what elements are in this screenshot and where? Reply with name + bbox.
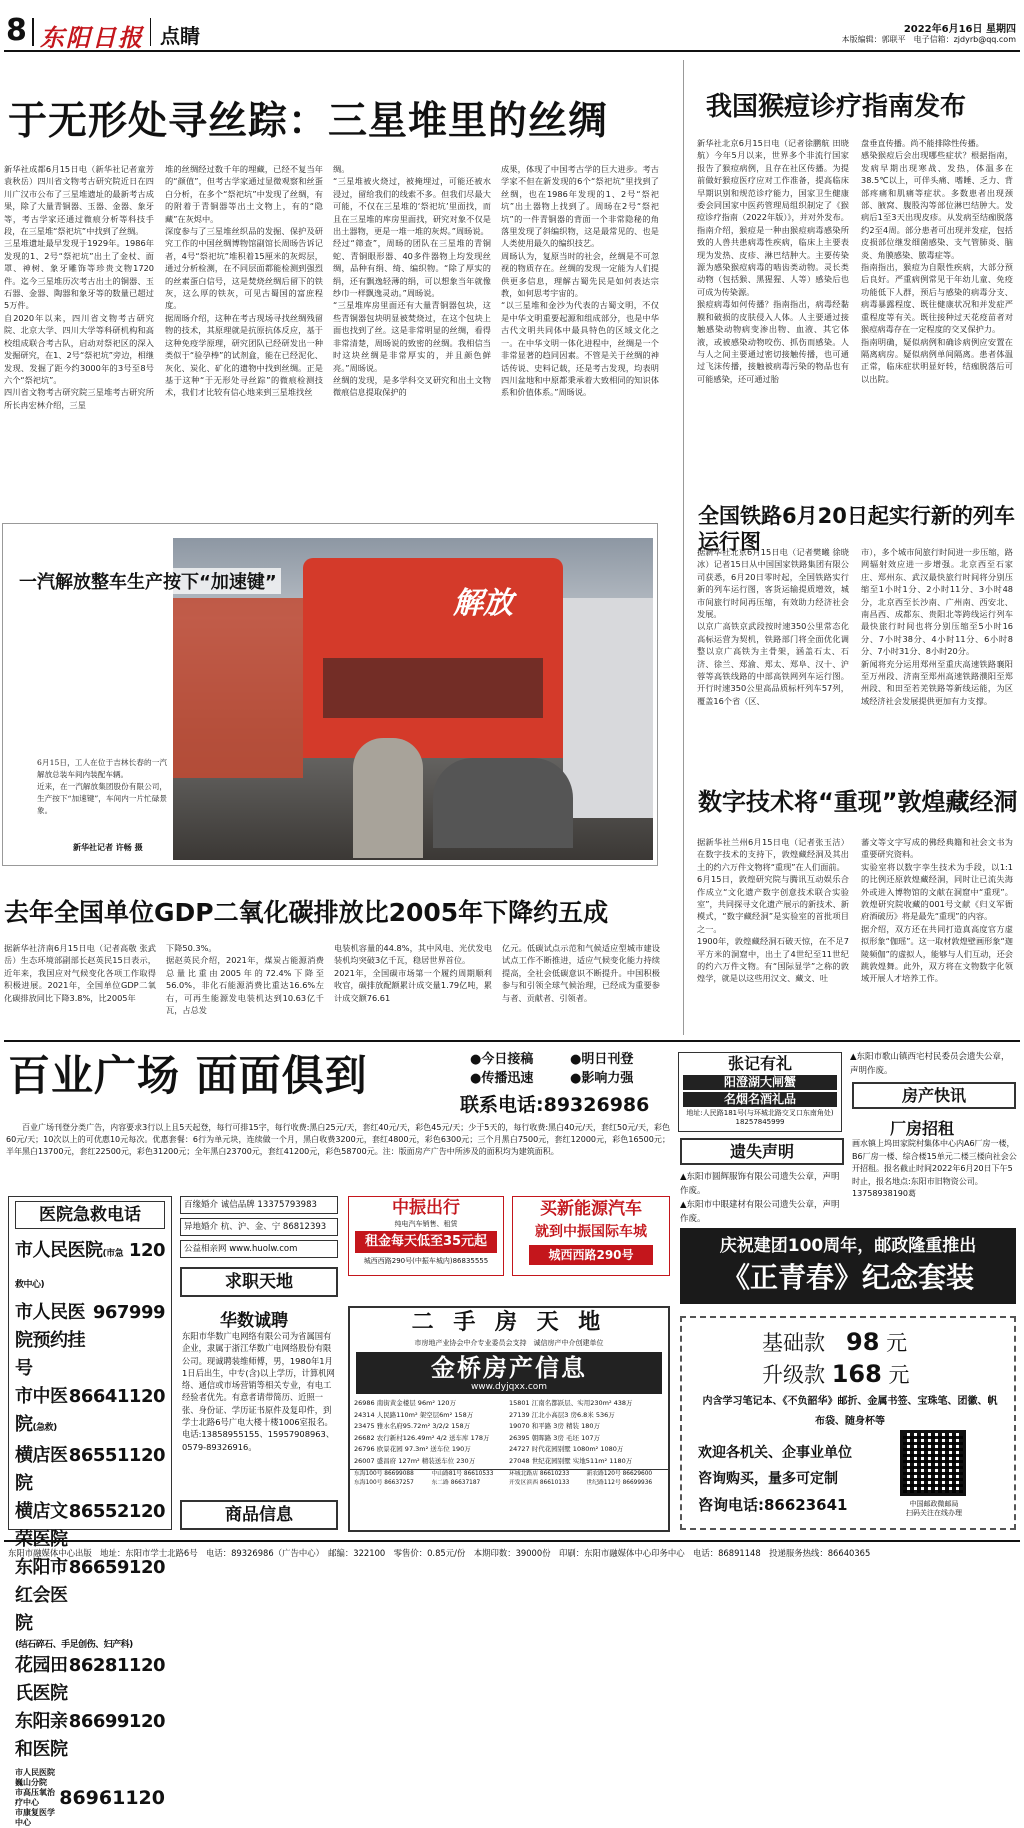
- hospital-row: 东阳亲和医院 86699120: [15, 1711, 165, 1760]
- post-desc: 内含学习笔记本、《不负韶华》邮折、金属书签、宝珠笔、团徽、帆布袋、随身杯等: [702, 1396, 998, 1427]
- office-item: 东海100号 86637257: [354, 1480, 414, 1486]
- article-railway-col2: 市），多个城市间旅行时间进一步压缩，路网辐射效应进一步增强。北京西至石家庄、郑州东、武汉最快旅行时间将分别压缩至1小时1分、2小时11分、3小时48分，北京西至长沙南、广州南、西安北、南昌西、成都东、贵阳北等跨线运行列车最快旅行时间也将分别压缩至5小时16分、7小时38分、4小时11分、6小时8分、7小时31分、8小时20分。 新闻将充分运用郑州至重庆高速铁路襄阳至万州段、济南至郑州高速铁路濮阳至郑州段、和田至若羌铁路等新线运能，为区域经济社会发展提供更加有力支撑。: [861, 547, 1013, 706]
- listing-right: [509, 1398, 664, 1467]
- headline-railway: 全国铁路6月20日起实行新的列车运行图: [698, 504, 1015, 554]
- hospital-row: 市人民医院预约挂号 967999: [15, 1302, 165, 1379]
- yishi-label: 遗失声明: [729, 1142, 794, 1161]
- baiye-bullets: [470, 1050, 670, 1088]
- listing-item: 26395 朝晖路 3房 毛坯 107万: [509, 1433, 600, 1442]
- zhongzhen-addr: 城西西路290号(中振车城内)86835555: [363, 1257, 489, 1265]
- zhang-sub1: 阳澄湖大闸蟹: [683, 1075, 837, 1090]
- photo-credit: 新华社记者 许畅 摄: [73, 843, 143, 852]
- listing-item: 26682 农行新村126.49m² 4/2 送车库 178万: [354, 1433, 490, 1442]
- article-silk-col2: 堆的丝绸经过数千年的埋藏，已经不复当年的“颜值”，但考古学家通过显微观察和丝蛋白分析，在多个“祭祀坑”中发现了丝绸，有的附着于青铜器等出土文物上，有的“隐藏”在灰烬中。 深度参与了三星堆丝织品的发掘、保护及研究工作的中国丝绸博物馆副馆长周旸告诉记者，4号“祭祀坑”堆积着15厘米的灰烬层，通过分析检测，在不同层面都能检测到强烈的丝素蛋白信号，这是焚烧丝绸后留下的铁灰，这么厚的铁灰，可见古蜀国的富庶程度。 据周旸介绍，这种在考古现场寻找丝绸残留物的技术，其原理就是抗原抗体反应，基于这种免疫学原理，研究团队已经研发出一种类似于“验孕棒”的试剂盒，能在已经泥化、灰化、炭化、矿化的遗物中找到丝绸。正是基于这种“于无形处寻丝踪”的微痕检测技术，我们才比较有信心地来到三星堆找丝: [165, 164, 323, 398]
- masthead: 东阳日报: [40, 23, 144, 52]
- baiye-phone: 联系电话:89326986: [460, 1094, 650, 1116]
- zhang-ad: [678, 1052, 842, 1132]
- listing-item: 15801 江南名都跃层、实用230m² 438万: [509, 1399, 633, 1407]
- yishi-item-2: ▲东阳市中眼建材有限公司遗失公章，声明作废。: [680, 1200, 840, 1224]
- office-item: 新农路120号 86629600: [586, 1471, 653, 1477]
- post-box: [680, 1316, 1016, 1530]
- changfang-text: 画水镇上坞田家院村集体中心内A6厂房一楼，B6厂房一楼、综合楼15单元二楼三楼向社会公开招租。报名截止时间2022年6月20日下午5时止，报名地点:东阳市旧物资公司。13758938190葛: [852, 1139, 1017, 1198]
- listing-item: 27139 江北小高层3 房6.8米 536万: [509, 1410, 615, 1419]
- page-number: 8: [6, 13, 27, 48]
- zhongzhen-title: 中振出行: [392, 1198, 460, 1218]
- article-dunhuang-col1: 据新华社兰州6月15日电（记者张玉洁）在数字技术的支持下，敦煌藏经洞及其出土的约六万件文物将“重现”在人们面前。 6月15日，敦煌研究院与腾讯互动娱乐合作成立“文化遗产数字创意技术联合实验室”，共同探寻文化遗产展示的新技术、新模式，“数字藏经洞”是实验室的首批项目之一。 1900年，敦煌藏经洞石破天惊，在不足7平方米的洞窟中，出土了4世纪至11世纪的约六万件文物。有“国际显学”之称的敦煌学，就是以这些用汉文、藏文、吐: [697, 837, 849, 984]
- huashu-title: 华数诚聘: [220, 1311, 288, 1331]
- office-list: [350, 1469, 668, 1488]
- jinqiao-title: 金桥房产信息: [431, 1354, 587, 1382]
- photo-caption: 6月15日，工人在位于吉林长春的一汽解放总装车间内装配车辆。 近来，在一汽解放集团股份有限公司，生产按下“加速键”，车间内一片忙碌景象。: [37, 758, 167, 815]
- post-banner-2: 《正青春》纪念套装: [721, 1261, 974, 1294]
- post-upgrade: 升级款 168 元: [762, 1360, 910, 1388]
- marriage-text-2: 异地婚介 杭、沪、金、宁 86812393: [184, 1222, 327, 1232]
- post-custom: 咨询购买，量多可定制: [698, 1471, 838, 1487]
- hospital-row: 花园田氏医院 86281120: [15, 1655, 165, 1704]
- article-silk-col1: 新华社成都6月15日电（新华社记者童芳 袁秋岳）四川省文物考古研究院近日在四川广汉市公布了三星堆遗址的最新考古成果，除了大量青铜器、玉器、金器、象牙等，考古学家还通过微痕分析等科技手段，在三星堆“祭祀坑”中找到了丝绸。 三星堆遗址最早发现于1929年。1986年发现的1、2号“祭祀坑”出土了金杖、面罩、神树、象牙雕饰等珍贵文物1720件。迄今三星堆历次考古出土的铜器、玉石器、金器、陶器和象牙等的数量已超过5万件。 自2020年以来，四川省文物考古研究院、北京大学、四川大学等科研机构和高校组成联合考古队，启动对祭祀区的深入发掘研究，在1、2号“祭祀坑”旁边，相继发现、发掘了距今约3000年的3号至8号六个“祭祀坑”。 四川省文物考古研究院三星堆考古研究所所长冉宏林介绍，三星: [4, 164, 154, 410]
- hospital-row: (结石碎石、手足创伤、妇产科): [15, 1640, 133, 1650]
- baiye-rates: 百业广场刊登分类广告，内容要求3行以上且5天起登，每行可排15字，每行收费:黑白25元/天，套红40元/天，彩色45元/天；少于5天的，每行收费:黑白40元/天，套红50元/天，彩色60元/天；10次以上的可优惠10元每次。优惠套餐：6行为单元块，连续做一个月，黑白收费3200元，套红4800元，彩色6300元；三个月黑白7500元，套红12000元，彩色16500元；半年黑白13700元，套红22500元，彩色31200元；全年黑白23700元，套红41200元，彩色58700元。注：版面房产广告中所涉及的面积均为建筑面积。: [6, 1123, 670, 1156]
- hospital-row: 东阳市红会医院 86659120: [15, 1557, 165, 1634]
- shangpin-label: 商品信息: [225, 1505, 293, 1525]
- hospital-row: 市人民医院(市急救中心) 120: [15, 1240, 165, 1290]
- bullet-2: ●明日刊登: [570, 1052, 634, 1067]
- listing-item: 24727 时代花园别墅 1080m² 1080万: [509, 1445, 624, 1453]
- post-base: 基础款 98 元: [762, 1328, 908, 1356]
- zhang-addr: 地址:人民路181号(与环城北路交叉口东南角处) 18257845999: [686, 1109, 834, 1126]
- qiuzhi-label: 求职天地: [225, 1272, 293, 1292]
- post-welcome: 欢迎各机关、企事业单位: [698, 1445, 852, 1461]
- listing-item: 26796 欧景花园 97.3m² 送车位 190万: [354, 1445, 471, 1453]
- bullet-3: ●传播迅速: [470, 1071, 534, 1086]
- office-item: 开发区滨西 86610133: [509, 1480, 570, 1486]
- footer: 东阳市融媒体中心出版 地址：东阳市学士北路6号 电话：89326986（广告中心） 邮编：322100 零售价：0.85元/份 本期印数：39000份 印刷：东阳市融媒体中心印务中心 电话：86891148 投递服务热线：86640365: [8, 1548, 871, 1558]
- hospital-row: 横店文荣医院 86552120: [15, 1501, 165, 1550]
- article-silk-col4: 成果，体现了中国考古学的巨大进步。考古学家不但在新发现的6个“祭祀坑”里找到了丝绸，也在1986年发现的1、2号“祭祀坑”出土器物上找到了。周旸在2号“祭祀坑”的一件青铜器的背面一个非常隐秘的角落里发现了斜编织物，这是最常见的、也是人类使用最久的编织技艺。 周旸认为，复原当时的社会，丝绸是不可忽视的物质存在。丝绸的发现一定能为人们提供更多信息，理解古蜀先民是如何表达宗教，如何思考宇宙的。 “以三星堆和金沙为代表的古蜀文明，不仅是中华文明重要起源和组成部分，也是中华古代文明共同体中最具特色的区域文化之一。在中华文明一体化进程中，丝绸是一个非常显著的趋同因素。不管是关于丝绸的神话传说、史料记载，还是考古发现，均表明四川盆地和中原都秉承着大致相同的知识体系和价值体系。”周旸说。: [501, 164, 659, 398]
- section-name: 点睛: [160, 24, 200, 48]
- headline-gdp: 去年全国单位GDP二氧化碳排放比2005年下降约五成: [4, 898, 609, 927]
- qr-code: [900, 1430, 966, 1496]
- headline-monkeypox: 我国猴痘诊疗指南发布: [706, 92, 967, 122]
- ershou-sub: 市房地产业协会中介专业委员会支持 诚信房产中介创建单位: [414, 1339, 604, 1347]
- header-rule: [4, 50, 1020, 52]
- listing-item: 26986 南街黄金楼层 96m² 120万: [354, 1399, 456, 1407]
- marriage-text-3: 公益相亲网 www.huolw.com: [184, 1244, 298, 1254]
- hospital-box: [8, 1196, 172, 1827]
- jinqiao-url: www.dyjqxx.com: [470, 1382, 548, 1392]
- qiuzhi-box: [180, 1267, 338, 1297]
- hospital-last-phone: 86961120: [59, 1787, 165, 1809]
- article-monkeypox-col2: 盘垂直传播。尚不能排除性传播。 感染猴痘后会出现哪些症状？根据指南，发病早期出现寒战、发热，体温多在38.5℃以上，可伴头痛、嗜睡、乏力、背部疼痛和肌痛等症状。多数患者出现颈部、腋窝、腹股沟等部位淋巴结肿大。发病后1至3天出现皮疹。从发病至结痂脱落约2至4周。部分患者可出现并发症，包括皮损部位继发细菌感染、支气管肺炎、脑炎、角膜感染、脓毒症等。 指南指出，猴痘为自限性疾病，大部分预后良好。严重病例常见于年幼儿童、免疫功能低下人群，预后与感染的病毒分支、病毒暴露程度、既往健康状况和并发症严重程度等有关。既往接种过天花疫苗者对猴痘病毒存在一定程度的交叉保护力。 指南明确，疑似病例和确诊病例应安置在隔离病房。疑似病例单间隔离。患者体温正常，临床症状明显好转，结痂脱落后可以出院。: [861, 138, 1013, 384]
- bullet-1: ●今日接稿: [470, 1052, 534, 1067]
- headline-silk: 于无形处寻丝踪：三星堆里的丝绸: [8, 99, 609, 144]
- marriage-ad-2: [180, 1218, 338, 1236]
- hospital-row: 市中医院(急救) 86641120: [15, 1386, 165, 1435]
- xinnengyuan-sub: 就到中振国际车城: [535, 1224, 647, 1240]
- yishi-box: [680, 1138, 844, 1165]
- ershou-title: 二 手 房 天 地: [411, 1310, 607, 1335]
- office-item: 东海100号 86699088: [354, 1471, 414, 1477]
- bullet-4: ●影响力强: [570, 1071, 634, 1086]
- zhongzhen-price: 租金每天低至35元起: [355, 1231, 497, 1253]
- hospital-title: 医院急救电话: [15, 1201, 165, 1229]
- zhongzhen-ad: [348, 1196, 504, 1276]
- post-phone: 咨询电话:86623641: [698, 1496, 848, 1514]
- zhang-sub2: 名烟名酒礼品: [683, 1092, 837, 1107]
- headline-dunhuang: 数字技术将“重现”敦煌藏经洞: [698, 788, 1018, 816]
- article-gdp-col2: 下降50.3%。 据赵英民介绍，2021年，煤炭占能源消费总量比重由2005年的72.4%下降至56.0%，非化石能源消费比重达16.6%左右，可再生能源发电装机达到10.63亿千瓦，占总发: [166, 943, 324, 1016]
- listing-item: 27048 世纪花园别墅 实地511m² 1180万: [509, 1456, 633, 1465]
- post-banner-1: 庆祝建团100周年，邮政隆重推出: [719, 1236, 977, 1256]
- photo-title: 一汽解放整车生产按下“加速键”: [15, 568, 281, 594]
- shangpin-box: [180, 1500, 338, 1530]
- truck-logo: 解放: [453, 586, 513, 621]
- huashu-text: 东阳市华数广电网络有限公司为省属国有企业，隶属于浙江华数广电网络股份有限公司。现诚聘装维师傅，男，1980年1月1日后出生，中专(含)以上学历，计算机网络、通信或市场营销等相关专业，有电工经验者优先。有意者请带简历、近照一张、身份证、学历证书原件及复印件，到学士北路6号广电大楼十楼1006室报名。电话:13858955155、15957908963、0579-89326916。: [182, 1331, 335, 1452]
- baiye-title: 百业广场 面面俱到: [8, 1051, 368, 1100]
- fangchan-label: 房产快讯: [901, 1086, 966, 1105]
- marriage-ad-1: [180, 1196, 338, 1214]
- qr-note: 中国邮政微邮局 扫码关注在线办理: [906, 1500, 962, 1517]
- listing-item: 19070 和平路 3房 精装 180万: [509, 1422, 600, 1430]
- photo-frame: [2, 523, 658, 866]
- xinnengyuan-ad: [512, 1196, 670, 1276]
- listing-left: [354, 1398, 509, 1467]
- xinnengyuan-addr: 城西西路290号: [529, 1245, 653, 1265]
- notice-geshan: ▲东阳市歌山镇西宅村民委员会遗失公章，声明作废。: [850, 1052, 1010, 1076]
- changfang-title: 厂房招租: [890, 1119, 955, 1138]
- fangchan-kuaixun: [852, 1082, 1016, 1109]
- listing-item: 24314 人民路110m² 架空层6m² 158万: [354, 1410, 474, 1419]
- marriage-ad-3: [180, 1240, 338, 1258]
- listing-item: 23475 雅水名府95.72m² 3/2/2 158万: [354, 1422, 471, 1430]
- yishi-item-1: ▲东阳市圆辉服饰有限公司遗失公章，声明作废。: [680, 1172, 840, 1196]
- zhongzhen-sub: 纯电汽车销售、租赁: [394, 1220, 458, 1228]
- marriage-text-1: 百缘婚介 诚信品牌 13375793983: [184, 1200, 317, 1210]
- office-item: 世纪路112号 86699936: [586, 1480, 653, 1486]
- office-item: 东二路 86637187: [431, 1480, 481, 1486]
- xinnengyuan-title: 买新能源汽车: [540, 1199, 642, 1219]
- ershou-box: [348, 1306, 670, 1532]
- article-silk-col3: 绸。 “三星堆被火烧过，被掩埋过，可能还被水浸过，留给我们的线索不多。但我们尽最大可能，不仅在三星堆的‘祭祀坑’里面找，而且在三星堆的库房里面找，研究对象不仅是出土器物，更是一堆一堆的灰烬。”周旸说。 经过“筛查”，周旸的团队在三星堆的青铜蛇、青铜眼形器、40多件器物上均发现丝绸，品种有绢、绮、编织物。“除了厚实的绢，还有飘逸轻薄的绢，可以想象当年就像纱巾一样飘逸灵动。”周旸说。 “三星堆库房里面还有大量青铜器包块，这些青铜器包块明显被焚烧过，在这个包块上面也找到了丝。这是非常明显的丝绸，看得非常清楚，周旸说的致密的丝绸。我相信当时这块丝绸是非常厚实的，并且颜色鲜亮。”周旸说。 丝绸的发现，是多学科交叉研究和出土文物微痕信息提取保护的: [333, 164, 491, 398]
- article-railway-col1: 据新华社北京6月15日电（记者樊曦 徐晓冰）记者15日从中国国家铁路集团有限公司获悉，6月20日零时起，全国铁路实行新的列车运行图，客货运输提质增效，城市间旅行时间再压缩，有效助力经济社会发展。 以京广高铁京武段按时速350公里常态化高标运营为契机，铁路部门将全面优化调整以京广高铁为主骨架，涵盖石太、石济、徐兰、郑渝、郑太、郑阜、汉十、沪蓉等高铁线路的中部高铁网列车运行图。开行时速350公里高品质标杆列车57列，覆盖16个省（区、: [697, 547, 849, 706]
- article-monkeypox-col1: 新华社北京6月15日电（记者徐鹏航 田晓航）今年5月以来，世界多个非流行国家报告了猴痘病例，且存在社区传播。为提前做好猴痘医疗应对工作准备，提高临床早期识别和规范诊疗能力，国家卫生健康委会同国家中医药管理局组织制定了《猴痘诊疗指南（2022年版）》，并对外发布。 指南介绍，猴痘是一种由猴痘病毒感染所致的人兽共患病毒性疾病，临床上主要表现为发热、皮疹、淋巴结肿大。主要传染源为感染猴痘病毒的啮齿类动物。灵长类动物（包括猴、黑猩猩、人等）感染后也可成为传染源。 猴痘病毒如何传播？指南指出，病毒经黏膜和破损的皮肤侵入人体。人主要通过接触感染动物病变渗出物、血液、其它体液，或被感染动物咬伤、抓伤而感染。人与人之间主要通过密切接触传播，也可通过飞沫传播，接触被病毒污染的物品也有可能感染，还可通过胎: [697, 138, 849, 384]
- article-gdp-col4: 亿元。低碳试点示范和气候适应型城市建设试点工作不断推进，适应气候变化能力持续提高，全社会低碳意识不断提升。中国积极参与和引领全球气候治理，已经成为重要参与者、贡献者、引领者。: [502, 943, 660, 1003]
- hospital-last-name: 市人民医院巍山分院 市高压氧治疗中心 市康复医学中心: [15, 1768, 55, 1827]
- office-item: 中山路81号 86610533: [431, 1471, 494, 1477]
- article-gdp-col3: 电装机容量的44.8%，其中风电、光伏发电装机均突破3亿千瓦，稳居世界首位。 2021年，全国碳市场第一个履约周期顺利收官，碳排放配额累计成交量1.79亿吨，累计成交额76.61: [334, 943, 492, 1003]
- header-date: 2022年6月16日 星期四: [903, 24, 1016, 35]
- hospital-row: 横店医院 86551120: [15, 1445, 165, 1494]
- post-banner: [680, 1228, 1016, 1304]
- zhang-title: 张记有礼: [727, 1054, 792, 1073]
- listing-item: 26007 盛昌府 127m² 精装送车位 230万: [354, 1456, 476, 1465]
- article-dunhuang-col2: 蕃文等文字写成的佛经典籍和社会文书为重要研究资料。 实验室将以数字孪生技术为手段，以1:1的比例还原敦煌藏经洞，同时让已流失海外或进入博物馆的文献在洞窟中“重现”。敦煌研究院收藏的001号文献《归义军衙府酒破历》将是最先“重现”的内容。 据介绍，双方还在共同打造真高度官方虚拟形象“伽瑶”。这一取材敦煌壁画形象“迦陵频伽”的虚拟人，能够与人们互动，还会跳敦煌舞。此外，双方将在文物数字化领域开展人才培养工作。: [861, 837, 1013, 984]
- article-gdp-col1: 据新华社济南6月15日电（记者高敬 张武岳）生态环境部副部长赵英民15日表示，近年来，我国应对气候变化各项工作取得积极进展。2021年，全国单位GDP二氧化碳排放同比下降3.8%，比2005年: [4, 943, 156, 1003]
- header-editor: 本版编辑：郭联平 电子信箱：zjdyrb@qq.com: [841, 35, 1016, 44]
- office-item: 环城北路店 86610233: [509, 1471, 570, 1477]
- hospital-list: [15, 1237, 165, 1764]
